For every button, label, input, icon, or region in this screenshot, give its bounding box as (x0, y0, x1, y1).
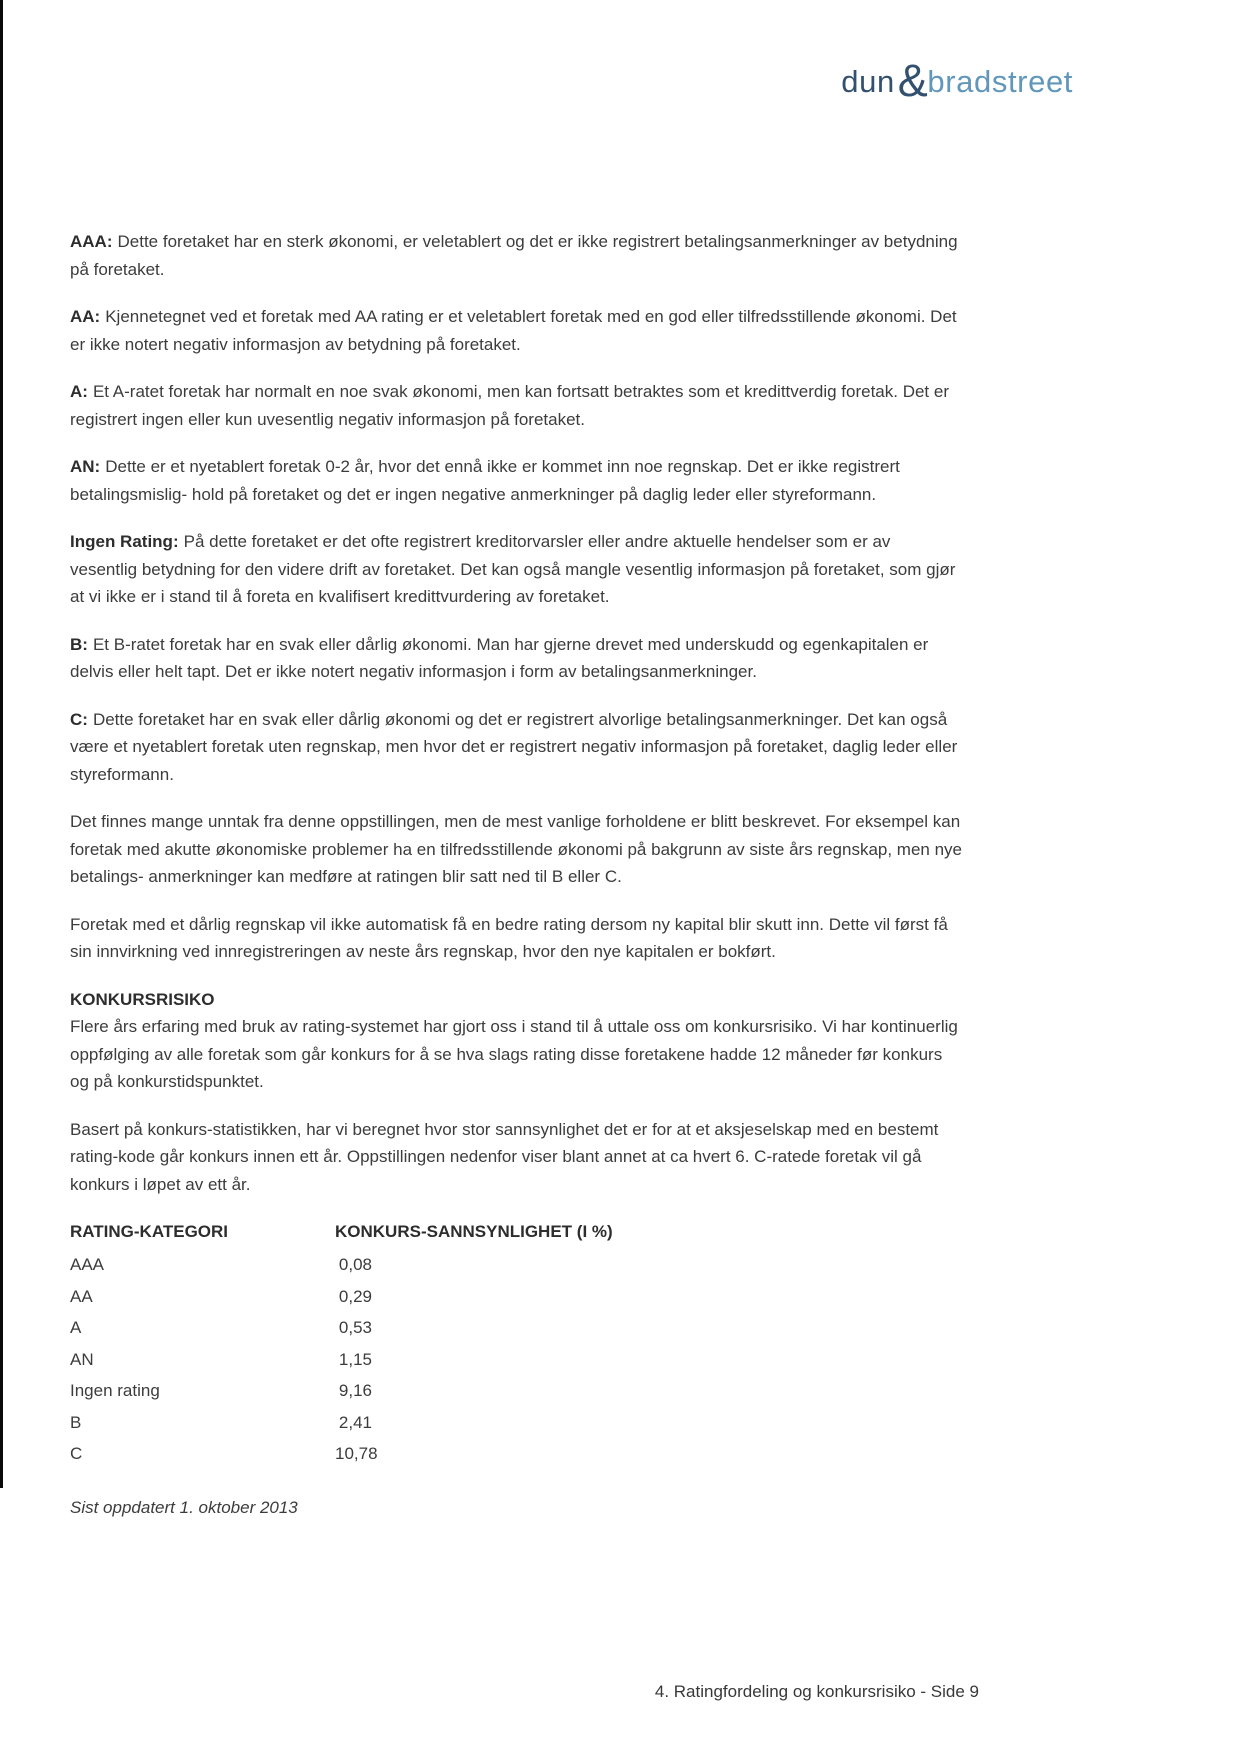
konkursrisiko-body2: Basert på konkurs-statistikken, har vi beregnet hvor stor sannsynlighet det er for at et aksjeselskap med en bestemt rating-kode går konkurs innen ett år. Oppstillingen nedenfor viser blant annet at ca hvert 6. C-ratede foretak vil gå konkurs i løpet av ett år. (70, 1119, 939, 1194)
page-footer: 4. Ratingfordeling og konkursrisiko - Side 9 (654, 1682, 979, 1701)
rating-label-aa: AA: (70, 307, 101, 326)
rating-label-aaa: AAA: (70, 232, 113, 251)
page-scan-edge-line (0, 0, 3, 1488)
logo-word-bradstreet: bradstreet (927, 64, 1073, 99)
rating-text-a: Et A-ratet foretak har normalt en noe svak økonomi, men kan fortsatt betraktes som et kredittverdig foretak. Det er registrert ingen eller kun uvesentlig negativ informasjon på foretaket. (70, 382, 949, 429)
table-row-category-aa: AA (70, 1286, 93, 1306)
table-row-category-aaa: AAA (70, 1255, 105, 1274)
table-row-category-ingen-rating: Ingen rating (70, 1381, 160, 1400)
table-row-value-c: 10,78 (335, 1444, 378, 1463)
rating-label-a: A: (70, 382, 88, 401)
rating-label-b: B: (70, 634, 88, 654)
table-row-category-an: AN (70, 1349, 94, 1369)
rating-text-c: Dette foretaket har en svak eller dårlig økonomi og det er registrert alvorlige betalingsanmerkninger. Det kan også være et nyetablert foretak uten regnskap, men hvor det er registrert negativ informasjon på foretaket, daglig leder eller styreformann. (70, 709, 958, 784)
note-exceptions: Det finnes mange unntak fra denne oppstillingen, men de mest vanlige forholdene er blitt beskrevet. For eksempel kan foretak med akutte økonomiske problemer ha en tilfredsstillende økonomi på bakgrunn av siste års regnskap, men nye betalings- anmerkninger kan medføre at ratingen blir satt ned til B eller C. (70, 812, 963, 886)
table-row-value-ingen-rating: 9,16 (338, 1381, 372, 1400)
note-new-capital: Foretak med et dårlig regnskap vil ikke automatisk få en bedre rating dersom ny kapital blir skutt inn. Dette vil først få sin innvirkning ved innregistreringen av neste års regnskap, hvor den nye kapitalen er bokført. (70, 914, 948, 961)
logo-ampersand-icon: & (897, 55, 929, 106)
table-row-category-c: C (70, 1444, 83, 1463)
rating-paragraph-aa (70, 303, 962, 358)
rating-label-c: C: (70, 709, 88, 729)
rating-paragraph-a (70, 378, 962, 433)
table-row-category-b: B (70, 1412, 82, 1432)
rating-probability-table (70, 1218, 962, 1470)
rating-text-b: Et B-ratet foretak har en svak eller dårlig økonomi. Man har gjerne drevet med underskudd og egenkapitalen er delvis eller helt tapt. Det er ikke notert negativ informasjon i form av betalingsanmerkninger. (70, 634, 929, 681)
konkursrisiko-heading: KONKURSRISIKO (70, 989, 215, 1009)
rating-paragraph-c (70, 706, 962, 789)
rating-text-aa: Kjennetegnet ved et foretak med AA rating er et veletablert foretak med en god eller tilfredsstillende økonomi. Det er ikke notert negativ informasjon av betydning på foretaket. (70, 307, 957, 354)
table-header-rating-kategori: RATING-KATEGORI (70, 1222, 229, 1241)
konkursrisiko-section (70, 986, 962, 1096)
table-row-value-an: 1,15 (338, 1349, 372, 1369)
table-header-konkurs-sannsynlighet: KONKURS-SANNSYNLIGHET (I %) (335, 1222, 613, 1241)
rating-label-an: AN: (70, 457, 101, 476)
rating-paragraph-ingen-rating (70, 528, 962, 611)
konkursrisiko-body: Flere års erfaring med bruk av rating-systemet har gjort oss i stand til å uttale oss om konkursrisiko. Vi har kontinuerlig oppfølging av alle foretak som går konkurs for å se hva slags rating disse foretakene hadde 12 måneder før konkurs og på konkurstidspunktet. (70, 1017, 958, 1091)
rating-text-aaa: Dette foretaket har en sterk økonomi, er veletablert og det er ikke registrert betalingsanmerkninger av betydning på foretaket. (70, 232, 958, 279)
logo-word-dun: dun (841, 64, 895, 99)
rating-paragraph-b (70, 631, 962, 686)
table-row-value-a: 0,53 (338, 1318, 372, 1337)
rating-label-ingen-rating: Ingen Rating: (70, 532, 179, 551)
document-body (70, 228, 962, 1521)
last-updated-note: Sist oppdatert 1. oktober 2013 (70, 1497, 298, 1517)
dun-bradstreet-logo (841, 55, 1073, 106)
rating-text-an: Dette er et nyetablert foretak 0-2 år, hvor det ennå ikke er kommet inn noe regnskap. Det er ikke registrert betalingsmislig- hold på foretaket og det er ingen negative anmerkninger på daglig leder eller styreformann. (70, 457, 900, 504)
rating-paragraph-aaa (70, 228, 962, 283)
table-row-value-aaa: 0,08 (338, 1255, 372, 1274)
table-row-value-aa: 0,29 (338, 1286, 372, 1306)
table-row-category-a: A (70, 1318, 82, 1337)
rating-paragraph-an (70, 453, 962, 508)
table-row-value-b: 2,41 (338, 1412, 372, 1432)
rating-text-ingen-rating: På dette foretaket er det ofte registrert kreditorvarsler eller andre aktuelle hendelser som er av vesentlig betydning for den videre drift av foretaket. Det kan også mangle vesentlig informasjon på foretaket, som gjør at vi ikke er i stand til å foreta en kvalifisert kredittvurdering av foretaket. (70, 532, 956, 606)
